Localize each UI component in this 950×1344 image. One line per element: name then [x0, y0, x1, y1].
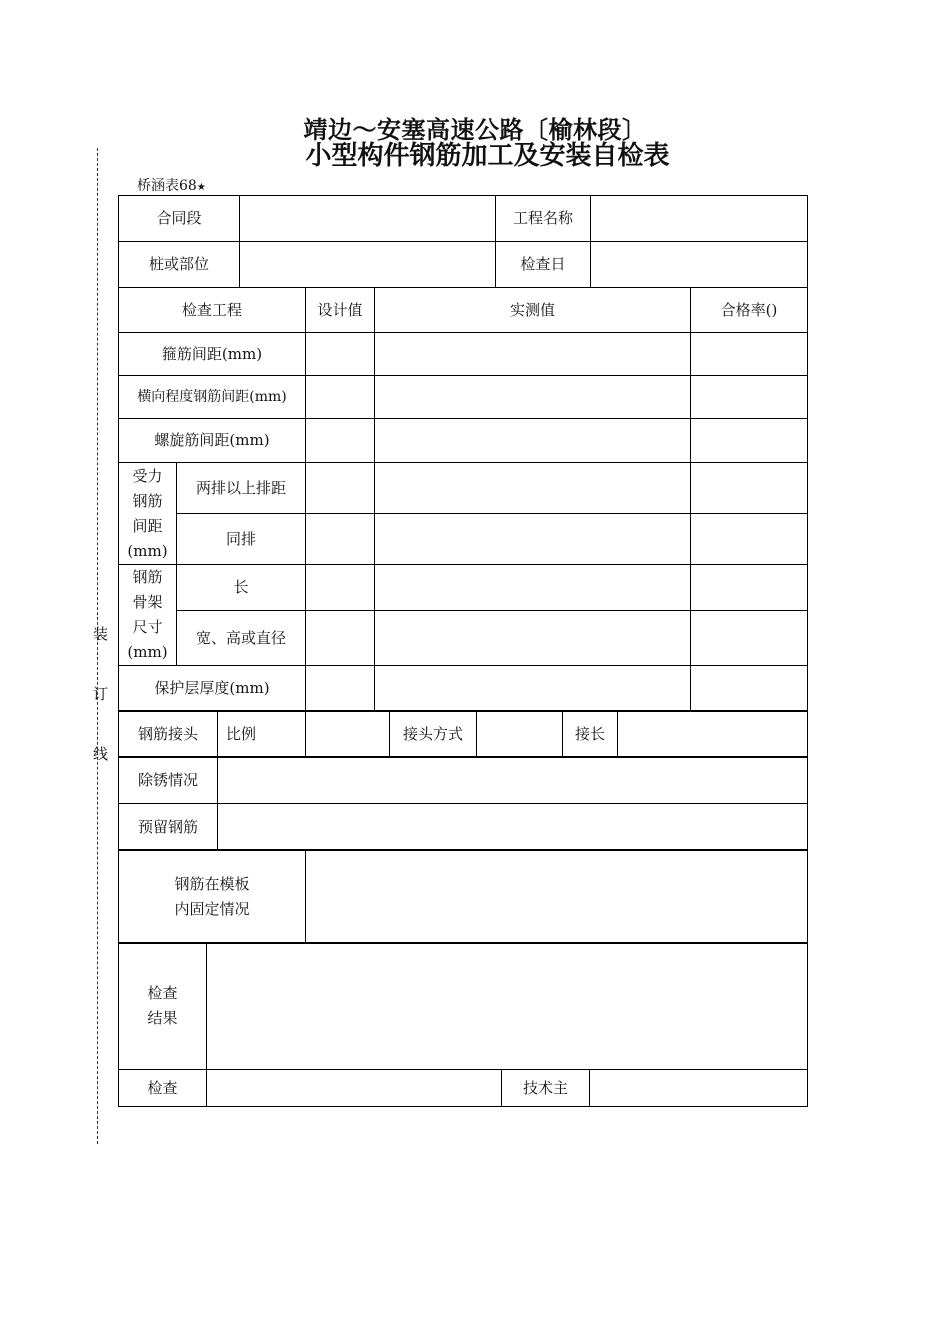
contract-value[interactable]: [240, 196, 496, 242]
pass-rate-cell[interactable]: [691, 376, 808, 419]
row-cover-thickness: 保护层厚度(mm): [119, 666, 306, 712]
fixing-label-line: 钢筋在模板: [174, 874, 250, 893]
main-rebar-group-label: [119, 463, 177, 565]
result-label-line: 检查: [147, 984, 178, 1002]
fixing-value[interactable]: [306, 850, 808, 944]
design-cell[interactable]: [306, 666, 375, 712]
reserved-rebar-label: 预留钢筋: [119, 804, 218, 851]
result-value[interactable]: [207, 943, 808, 1070]
binding-dashed-line: [97, 148, 98, 1144]
joint-ratio-value[interactable]: [306, 711, 390, 758]
design-cell[interactable]: [306, 565, 375, 611]
pass-rate-cell[interactable]: [691, 419, 808, 463]
row-transverse-spacing: 横向程度钢筋间距(mm): [119, 376, 306, 419]
table-row: [119, 666, 808, 712]
measured-cell[interactable]: [375, 463, 691, 514]
cage-group-label: [119, 565, 177, 666]
project-name-value[interactable]: [591, 196, 808, 242]
pass-rate-cell[interactable]: [691, 666, 808, 712]
table-row: [119, 419, 808, 463]
inspection-table: [118, 287, 808, 712]
inspection-date-value[interactable]: [591, 242, 808, 288]
pass-rate-cell[interactable]: [691, 333, 808, 376]
tech-lead-value[interactable]: [590, 1070, 808, 1107]
table-row: [119, 333, 808, 376]
document-title-line2: 小型构件钢筋加工及安装自检表: [305, 141, 670, 171]
pass-rate-cell[interactable]: [691, 514, 808, 565]
row-cage-width: 宽、高或直径: [177, 611, 306, 666]
group-line: 钢筋: [132, 568, 163, 586]
table-row: [119, 611, 808, 666]
tech-lead-label: 技术主: [502, 1070, 590, 1107]
group-line: (mm): [127, 541, 168, 560]
column-header-row: [119, 288, 808, 333]
location-label: 桩或部位: [119, 242, 240, 288]
header-table: [118, 195, 808, 288]
col-pass-rate-header: 合格率(): [691, 288, 808, 333]
joint-ratio-label: 比例: [218, 711, 306, 758]
row-same-row-spacing: 同排: [177, 514, 306, 565]
inspector-value[interactable]: [207, 1070, 502, 1107]
measured-cell[interactable]: [375, 666, 691, 712]
table-row: [119, 514, 808, 565]
measured-cell[interactable]: [375, 376, 691, 419]
result-table: [118, 942, 808, 1107]
star-icon: ★: [196, 182, 206, 193]
row-spiral-spacing: 螺旋筋间距(mm): [119, 419, 306, 463]
col-measured-header: 实测值: [375, 288, 691, 333]
design-cell[interactable]: [306, 514, 375, 565]
design-cell[interactable]: [306, 333, 375, 376]
table-row: [119, 463, 808, 514]
fixing-table: [118, 849, 808, 944]
measured-cell[interactable]: [375, 565, 691, 611]
fixing-label-line: 内固定情况: [174, 899, 250, 918]
fixing-label: [119, 850, 306, 944]
table-row: [119, 565, 808, 611]
joint-method-value[interactable]: [477, 711, 563, 758]
measured-cell[interactable]: [375, 419, 691, 463]
group-line: 钢筋: [132, 491, 163, 510]
group-line: 尺寸: [132, 618, 163, 636]
measured-cell[interactable]: [375, 333, 691, 376]
rust-removal-value[interactable]: [218, 757, 808, 804]
joint-method-label: 接头方式: [390, 711, 477, 758]
joint-table: [118, 710, 808, 758]
document-title-line1: 靖边～安塞高速公路〔榆林段〕: [303, 116, 647, 144]
group-line: 骨架: [132, 593, 163, 611]
pass-rate-cell[interactable]: [691, 463, 808, 514]
binding-char-3: 线: [93, 745, 109, 763]
col-item-header: 检查工程: [119, 288, 306, 333]
inspector-label: 检查: [119, 1070, 207, 1107]
row-cage-length: 长: [177, 565, 306, 611]
location-value[interactable]: [240, 242, 496, 288]
contract-label: 合同段: [119, 196, 240, 242]
rust-removal-label: 除锈情况: [119, 757, 218, 804]
result-label: [119, 943, 207, 1070]
group-line: 间距: [132, 516, 163, 535]
table-row: [119, 376, 808, 419]
row-multi-row-spacing: 两排以上排距: [177, 463, 306, 514]
pass-rate-cell[interactable]: [691, 611, 808, 666]
row-stirrup-spacing: 箍筋间距(mm): [119, 333, 306, 376]
joint-lap-label: 接长: [563, 711, 618, 758]
condition-table: [118, 756, 808, 851]
pass-rate-cell[interactable]: [691, 565, 808, 611]
design-cell[interactable]: [306, 419, 375, 463]
joint-label: 钢筋接头: [119, 711, 218, 758]
joint-lap-value[interactable]: [618, 711, 808, 758]
inspection-date-label: 检查日: [496, 242, 591, 288]
col-design-header: 设计值: [306, 288, 375, 333]
design-cell[interactable]: [306, 611, 375, 666]
result-label-line: 结果: [147, 1009, 178, 1027]
measured-cell[interactable]: [375, 611, 691, 666]
binding-char-2: 订: [93, 685, 109, 703]
measured-cell[interactable]: [375, 514, 691, 565]
project-name-label: 工程名称: [496, 196, 591, 242]
form-number: [137, 175, 206, 195]
group-line: (mm): [127, 643, 168, 661]
design-cell[interactable]: [306, 463, 375, 514]
binding-char-1: 装: [93, 625, 109, 643]
design-cell[interactable]: [306, 376, 375, 419]
form-number-text: 桥涵表68: [137, 178, 197, 194]
reserved-rebar-value[interactable]: [218, 804, 808, 851]
group-line: 受力: [132, 466, 163, 485]
